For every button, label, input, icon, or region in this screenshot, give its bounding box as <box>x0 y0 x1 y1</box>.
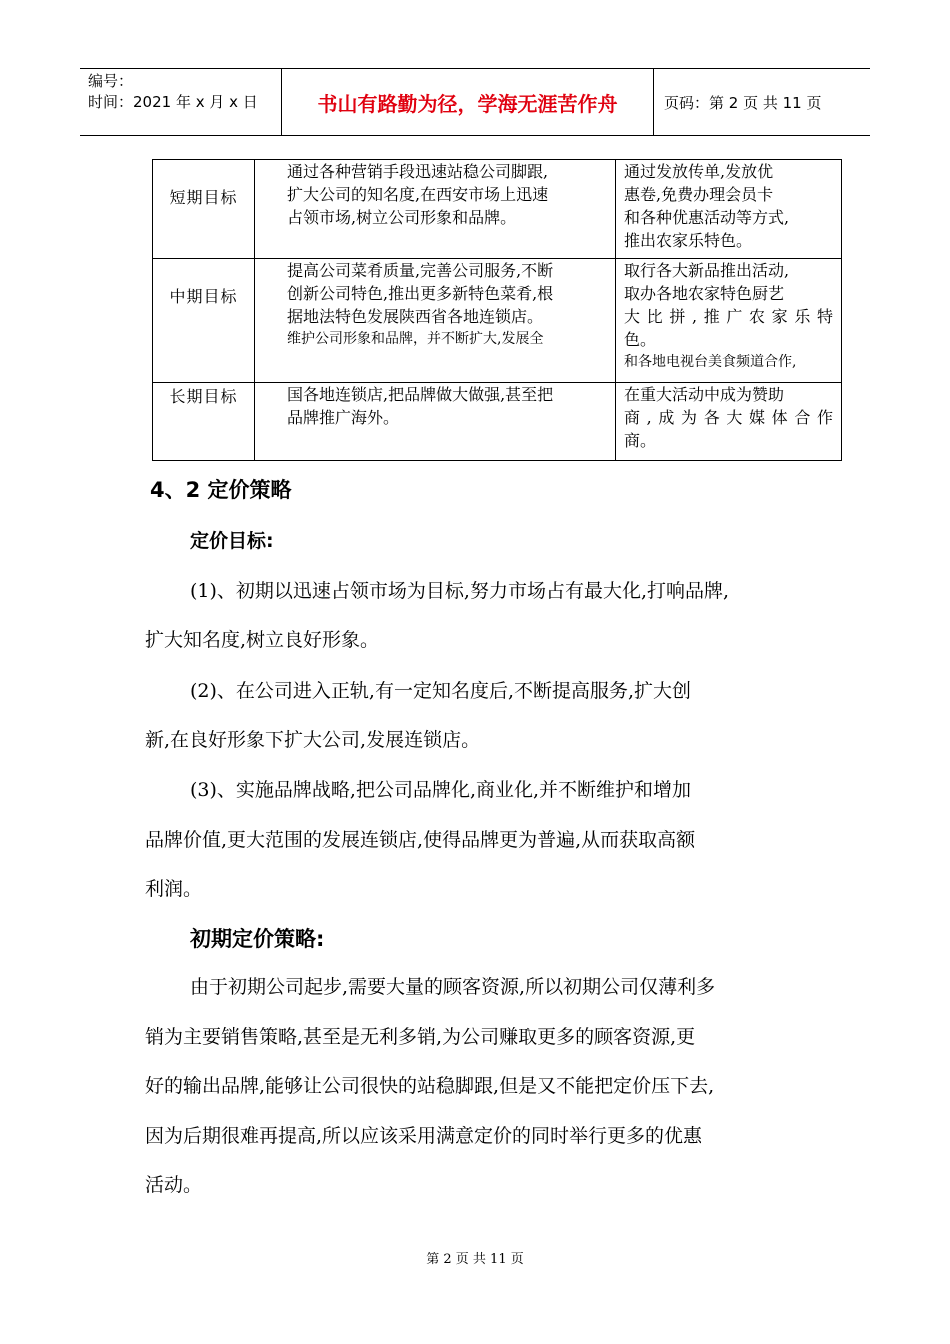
cell-line: 提高公司菜肴质量,完善公司服务,不断 <box>287 261 554 280</box>
cell-line: 国各地连锁店,把品牌做大做强,甚至把 <box>287 385 554 404</box>
paragraph-line: 扩大知名度,树立良好形象。 <box>145 629 380 651</box>
paragraph-line: 品牌价值,更大范围的发展连锁店,使得品牌更为普遍,从而获取高额 <box>145 829 696 851</box>
cell-line: 商,成为各大媒体合作 <box>624 408 833 427</box>
header-page-info: 页码：第 2 页 共 11 页 <box>664 93 822 112</box>
section-heading: 4、2 定价策略 <box>150 478 292 502</box>
header-motto: 书山有路勤为径，学海无涯苦作舟 <box>282 69 654 135</box>
paragraph-line: 新,在良好形象下扩大公司,发展连锁店。 <box>145 729 481 751</box>
cell-line: 商。 <box>624 431 657 450</box>
cell-line: 色。 <box>624 330 657 349</box>
cell-line: 通过各种营销手段迅速站稳公司脚跟, <box>287 162 549 181</box>
paragraph-line: (1)、初期以迅速占领市场为目标,努力市场占有最大化,打响品牌, <box>190 580 730 602</box>
paragraph-line: 销为主要销售策略,甚至是无利多销,为公司赚取更多的顾客资源,更 <box>145 1026 696 1048</box>
paragraph-line: (2)、在公司进入正轨,有一定知名度后,不断提高服务,扩大创 <box>190 680 692 702</box>
row-label: 长期目标 <box>153 383 255 461</box>
table-row <box>153 160 842 259</box>
cell-line: 在重大活动中成为赞助 <box>624 385 785 404</box>
method-cell <box>616 259 842 383</box>
paragraph-line: 活动。 <box>145 1174 203 1196</box>
time-label: 时间：2021 年 x 月 x 日 <box>88 93 258 111</box>
method-cell <box>616 160 842 259</box>
number-label: 编号： <box>88 72 134 90</box>
paragraph-line: 因为后期很难再提高,所以应该采用满意定价的同时举行更多的优惠 <box>145 1125 703 1147</box>
paragraph-line: (3)、实施品牌战略,把公司品牌化,商业化,并不断维护和增加 <box>190 779 692 801</box>
paragraph-line: 由于初期公司起步,需要大量的顾客资源,所以初期公司仅薄利多 <box>190 976 716 998</box>
table-row <box>153 383 842 461</box>
cell-line: 大比拼,推广农家乐特 <box>624 307 833 326</box>
goal-cell <box>255 259 616 383</box>
cell-line: 占领市场,树立公司形象和品牌。 <box>287 208 517 227</box>
goal-cell <box>255 383 616 461</box>
subheading-pricing-target: 定价目标: <box>190 530 274 552</box>
header-meta <box>80 69 282 135</box>
cell-line: 品牌推广海外。 <box>287 408 400 427</box>
cell-line: 创新公司特色,推出更多新特色菜肴,根 <box>287 284 554 303</box>
cell-line: 取办各地农家特色厨艺 <box>624 284 785 303</box>
table-row <box>153 259 842 383</box>
paragraph-line: 好的输出品牌,能够让公司很快的站稳脚跟,但是又不能把定价压下去, <box>145 1075 715 1097</box>
cell-line: 和各地电视台美食频道合作, <box>624 354 797 370</box>
page-header <box>80 68 870 136</box>
subheading-initial-pricing: 初期定价策略: <box>190 927 325 951</box>
cell-line: 通过发放传单,发放优 <box>624 162 774 181</box>
cell-line: 扩大公司的知名度,在西安市场上迅速 <box>287 185 549 204</box>
cell-line: 推出农家乐特色。 <box>624 231 753 250</box>
row-label: 中期目标 <box>153 259 255 383</box>
page-footer: 第 2 页 共 11 页 <box>426 1252 524 1267</box>
cell-line: 和各种优惠活动等方式, <box>624 208 790 227</box>
cell-line: 维护公司形象和品牌，并不断扩大,发展全 <box>287 331 544 347</box>
row-label: 短期目标 <box>153 160 255 259</box>
goal-cell <box>255 160 616 259</box>
cell-line: 取行各大新品推出活动, <box>624 261 790 280</box>
cell-line: 惠卷,免费办理会员卡 <box>624 185 774 204</box>
cell-line: 据地法特色发展陕西省各地连锁店。 <box>287 307 544 326</box>
goals-table <box>152 159 842 461</box>
paragraph-line: 利润。 <box>145 878 203 900</box>
method-cell <box>616 383 842 461</box>
